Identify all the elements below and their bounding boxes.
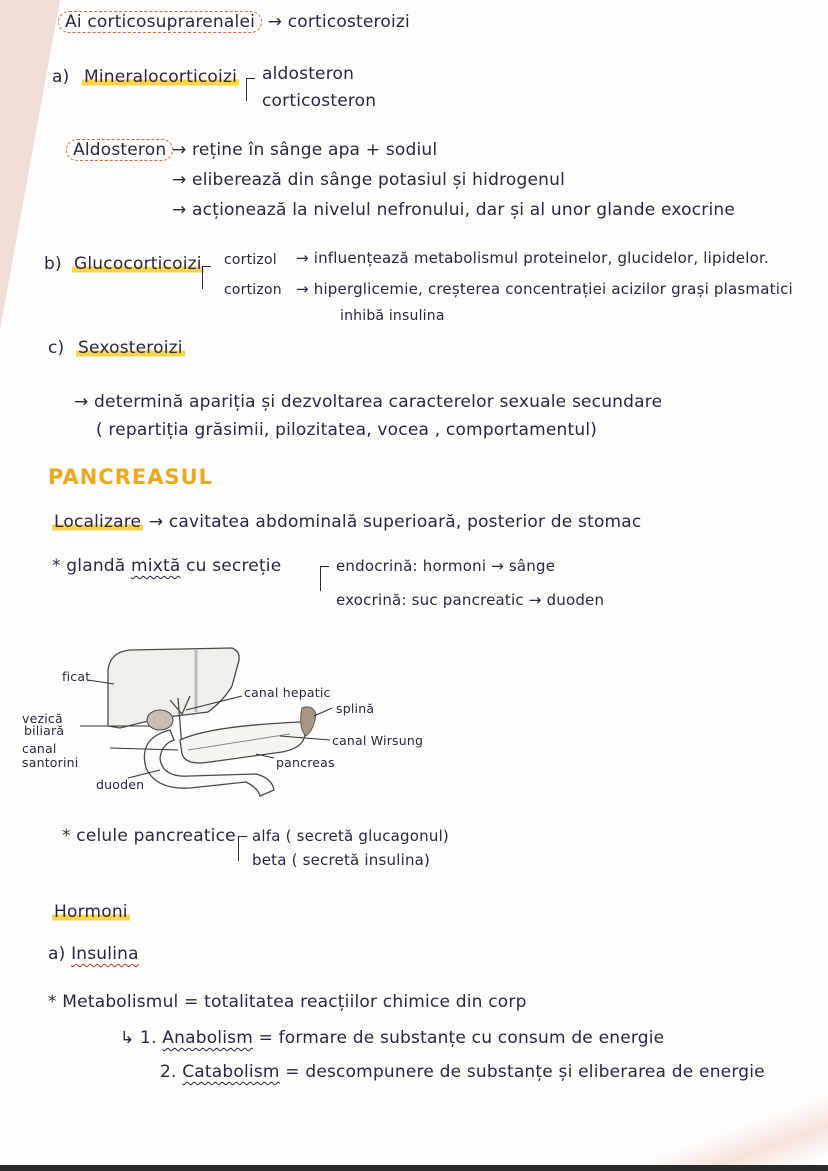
gluco-effect-1: → influențează metabolismul proteinelor, glucidelor, lipidelor. (296, 249, 769, 267)
gluco-effect-3: inhibă insulina (340, 308, 445, 324)
page-curl (588, 1095, 828, 1165)
gluco-item-2: cortizon (224, 282, 282, 298)
gluco-effect-2: → hiperglicemie, creșterea concentrației acizilor grași plasmatici (296, 280, 793, 298)
mixta-term: mixtă (131, 556, 181, 576)
item-marker-a: a) (48, 944, 66, 964)
insulina-label: Insulina (71, 944, 139, 964)
sexo-effect-2: ( repartiția grăsimii, pilozitatea, vocea , comportamentul) (96, 420, 598, 440)
localizare-text: → cavitatea abdominală superioară, posterior de stomac (148, 512, 642, 532)
label-splina: splină (336, 701, 375, 716)
label-biliara: biliară (24, 723, 65, 738)
glanda-item-2: exocrină: suc pancreatic → duoden (336, 591, 605, 609)
bracket (238, 836, 247, 861)
label-duoden: duoden (96, 777, 145, 792)
label-canal-santorini-1: canal (22, 741, 57, 756)
aldosteron-cloud (66, 140, 173, 160)
gluco-item-1: cortizol (224, 252, 277, 268)
aldosteron-effect-2: → eliberează din sânge potasiul și hidrogenul (172, 170, 566, 190)
page-bottom-edge (0, 1165, 828, 1171)
item-marker-a: a) (52, 67, 70, 87)
glucocorticoizi-label: Glucocorticoizi (74, 254, 202, 274)
mineral-item-1: aldosteron (262, 64, 355, 84)
celule-prefix: * celule pancreatice (62, 826, 236, 846)
glanda-prefix: * glandă (52, 556, 126, 576)
anabolism-term: Anabolism (162, 1028, 253, 1048)
glanda-middle: cu secreție (186, 556, 282, 576)
pancreas-diagram (10, 630, 440, 810)
arrow: → (267, 12, 283, 32)
localizare-row (52, 512, 641, 532)
hormoni-title: Hormoni (54, 902, 128, 922)
anabolism-prefix: ↳ 1. (120, 1028, 157, 1048)
catabolism-prefix: 2. (160, 1062, 177, 1082)
catabolism-term: Catabolism (182, 1062, 280, 1082)
pancreas-drawing-icon (10, 630, 440, 810)
aldosteron-label: Aldosteron (66, 139, 173, 161)
sexo-effect-1: → determină apariția și dezvoltarea caracterelor sexuale secundare (74, 392, 663, 412)
page-corner-shadow (0, 0, 60, 330)
anabolism-def: = formare de substanțe cu consum de energie (258, 1028, 665, 1048)
label-canal-hepatic: canal hepatic (244, 685, 331, 700)
aldosteron-effect-1: → reține în sânge apa + sodiul (172, 140, 438, 160)
bracket (202, 266, 211, 289)
metabolism-line: * Metabolismul = totalitatea reacțiilor chimice din corp (48, 992, 527, 1012)
label-ficat: ficat (62, 669, 91, 684)
mineralocorticoizi-label: Mineralocorticoizi (84, 67, 237, 87)
localizare-label: Localizare (54, 512, 142, 532)
glanda-row (52, 556, 281, 576)
catabolism-row (160, 1062, 765, 1082)
heading-result: corticosteroizi (287, 12, 410, 32)
mineral-item-2: corticosteron (262, 91, 377, 111)
bracket (320, 566, 329, 591)
bracket (246, 78, 255, 101)
catabolism-def: = descompunere de substanțe și eliberarea de energie (285, 1062, 765, 1082)
aldosteron-effect-3: → acționează la nivelul nefronului, dar și al unor glande exocrine (172, 200, 736, 220)
cloud-label-corticosuprarenalei: Ai corticosuprarenalei (58, 11, 262, 33)
label-canal-santorini-2: santorini (22, 755, 79, 770)
glanda-item-1: endocrină: hormoni → sânge (336, 557, 556, 575)
pancreas-title: PANCREASUL (48, 465, 214, 489)
sexosteroizi-label: Sexosteroizi (78, 338, 183, 358)
celule-item-2: beta ( secretă insulina) (252, 851, 431, 869)
label-vezica: vezică (22, 711, 63, 726)
label-canal-wirsung: canal Wirsung (332, 733, 424, 748)
insulina-row (48, 944, 139, 964)
item-marker-c: c) (48, 338, 65, 358)
label-pancreas: pancreas (276, 755, 335, 770)
anabolism-row (120, 1028, 664, 1048)
celule-item-1: alfa ( secretă glucagonul) (252, 827, 449, 845)
section-heading (58, 12, 410, 32)
item-marker-b: b) (44, 254, 62, 274)
